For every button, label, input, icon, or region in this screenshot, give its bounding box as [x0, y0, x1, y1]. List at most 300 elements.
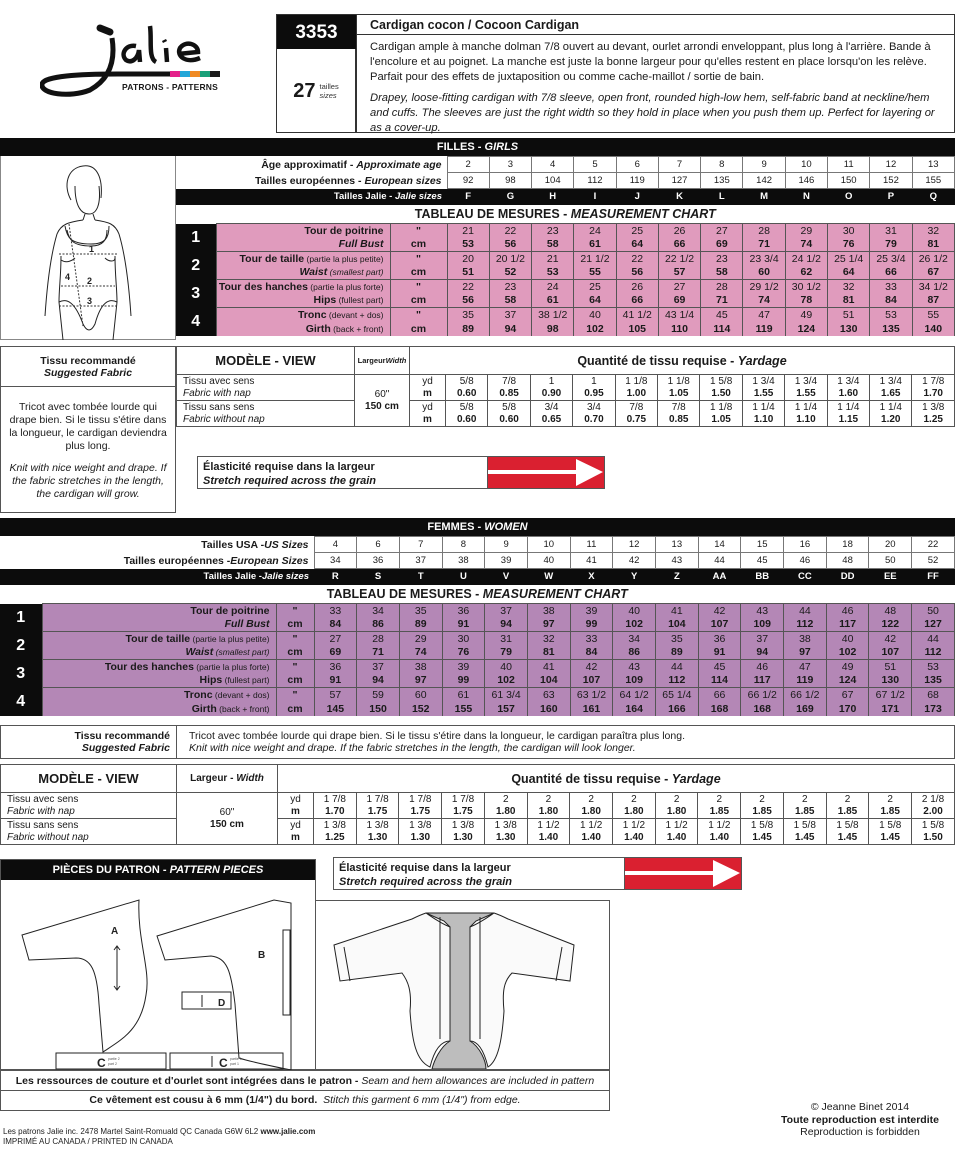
girls-fabric-row-yd: [177, 375, 955, 388]
body-measurement-figure: [0, 156, 176, 340]
women-fabric-type-fr: Tissu avec sens: [1, 793, 177, 806]
women-cm-cell: 107: [570, 674, 613, 688]
girls-fabric-type-fr: Tissu avec sens: [177, 375, 355, 388]
girls-measurement-label-fr: [216, 308, 390, 322]
girls-ages-cell: 6: [616, 157, 658, 173]
women-yardage-table: [0, 764, 955, 845]
pattern-description: [356, 35, 954, 132]
girls-eu_sizes-cell: 119: [616, 173, 658, 189]
girls-yd-cell: 1: [573, 375, 615, 388]
women-jalie-sizes-row: [0, 569, 955, 585]
women-m-cell: 1.75: [399, 806, 442, 819]
women-cm-cell: 97: [527, 618, 570, 632]
girls-eu_sizes-cell: 152: [870, 173, 912, 189]
women-cm-cell: 150: [357, 702, 400, 716]
label-note: (devant + dos): [326, 309, 384, 320]
stretch-arrow-icon: [487, 457, 604, 488]
width-inches: 60": [219, 806, 235, 818]
women-m-cell: 1.80: [484, 806, 527, 819]
girls-cm-cell: 61: [532, 294, 574, 308]
girls-unit-inch: ": [390, 252, 447, 266]
girls-ages-cell: 3: [489, 157, 531, 173]
women-m-cell: 1.30: [399, 832, 442, 845]
girls-cm-cell: 130: [828, 322, 870, 336]
girls-ages-label: [176, 157, 447, 173]
women-view-label: MODÈLE - VIEW: [1, 765, 177, 793]
girls-measurement-row-cm: [176, 294, 955, 308]
girls-inch-cell: 23 3/4: [743, 252, 785, 266]
girls-ages-cell: 12: [870, 157, 912, 173]
girls-inch-cell: 24: [574, 224, 616, 238]
women-yd-cell: 2: [869, 793, 912, 806]
women-cm-cell: 94: [741, 646, 784, 660]
women-yd-cell: 1 7/8: [442, 793, 485, 806]
women-unit-m: m: [278, 806, 314, 819]
women-inch-cell: 38: [399, 660, 442, 674]
women-yardage-header: [1, 765, 955, 793]
women-inch-cell: 44: [656, 660, 699, 674]
girls-measurement-label-fr: [216, 252, 390, 266]
girls-fabric-type-en: Fabric with nap: [177, 388, 355, 401]
women-inch-cell: 45: [698, 660, 741, 674]
women-cm-cell: 161: [570, 702, 613, 716]
girls-m-cell: 1.15: [827, 414, 869, 427]
girls-m-cell: 1.60: [827, 388, 869, 401]
girls-m-cell: 1.10: [742, 414, 784, 427]
women-m-cell: 1.75: [442, 806, 485, 819]
girls-m-cell: 0.70: [573, 414, 615, 427]
girls-yd-cell: 1 3/8: [912, 401, 955, 414]
women-measurement-label-en: [42, 702, 276, 716]
description-fr: Cardigan ample à manche dolman 7/8 ouvert au devant, ourlet arrondi enveloppant, plus long à l'arrière. Bande à l'encolure et au poignet. La manche est juste la bonne largeur pour qu'elles restent en place lorsqu'on les relève. Parfait pour des effets de juxtaposition ou comme cache-maillot / sortie de bain.: [370, 41, 931, 83]
women-measurement-label-en: [42, 646, 276, 660]
rights-en: Reproduction is forbidden: [800, 1126, 920, 1138]
c-part1-en: part 1: [230, 1062, 239, 1066]
women-yd-cell: 2: [783, 793, 826, 806]
girls-cm-cell: 94: [489, 322, 531, 336]
girls-yd-cell: 1 1/8: [615, 375, 657, 388]
label-note: (smallest part): [327, 267, 384, 278]
women-inch-cell: 37: [741, 632, 784, 646]
women-m-cell: 1.40: [570, 832, 613, 845]
women-jalie-size-cell: V: [485, 569, 528, 585]
girls-m-cell: 1.25: [912, 414, 955, 427]
girls-inch-cell: 22: [616, 252, 658, 266]
girls-yd-cell: 3/4: [530, 401, 572, 414]
women-cm-cell: 160: [527, 702, 570, 716]
women-cm-cell: 94: [357, 674, 400, 688]
women-m-cell: 1.45: [783, 832, 826, 845]
girls-cm-cell: 69: [658, 294, 700, 308]
girls-inch-cell: 22: [447, 280, 489, 294]
girls-m-cell: 1.70: [912, 388, 955, 401]
women-m-cell: 1.80: [613, 806, 656, 819]
girls-inch-cell: 32: [828, 280, 870, 294]
women-chart-title-row: [0, 585, 955, 604]
women-yd-cell: 1 5/8: [869, 819, 912, 832]
girls-cm-cell: 114: [701, 322, 743, 336]
girls-m-cell: 0.75: [615, 414, 657, 427]
women-m-cell: 1.85: [826, 806, 869, 819]
girls-jalie-size-cell: H: [532, 189, 574, 205]
c-part2-en: part 2: [108, 1062, 117, 1066]
women-m-cell: 1.45: [826, 832, 869, 845]
women-cm-cell: 104: [527, 674, 570, 688]
women-m-cell: 1.25: [314, 832, 357, 845]
girls-yd-cell: 1 3/4: [742, 375, 784, 388]
label-main: Full Bust: [224, 618, 270, 631]
girls-ages-cell: 11: [828, 157, 870, 173]
women-inch-cell: 61: [442, 688, 485, 702]
girls-inch-cell: 21: [532, 252, 574, 266]
sewing-notes: [0, 1070, 610, 1111]
girls-yd-cell: 1 3/4: [785, 375, 827, 388]
women-yd-cell: 1 1/2: [613, 819, 656, 832]
women-yd-cell: 1 3/8: [442, 819, 485, 832]
size-count: [277, 49, 356, 133]
label-main: Tour de poitrine: [304, 224, 384, 237]
women-cm-cell: 168: [698, 702, 741, 716]
girls-band-fr: FILLES -: [436, 141, 485, 153]
body-marker-1: 1: [89, 244, 95, 254]
girls-inch-cell: 26: [658, 224, 700, 238]
women-band-en: WOMEN: [484, 521, 528, 533]
women-cm-cell: 117: [741, 674, 784, 688]
stitch-note-en: Stitch this garment 6 mm (1/4") from edge.: [323, 1094, 521, 1106]
pattern-number: 3353: [277, 15, 356, 49]
pattern-pieces-title-en: PATTERN PIECES: [169, 864, 264, 876]
women-cm-cell: 89: [656, 646, 699, 660]
girls-cm-cell: 79: [870, 238, 912, 252]
women-measurement-row-inch: [0, 660, 955, 674]
women-us_sizes-cell: 16: [784, 537, 827, 553]
women-eu_sizes-cell: 50: [869, 553, 912, 569]
women-eu_sizes-cell: 42: [613, 553, 656, 569]
girls-inch-cell: 45: [701, 308, 743, 322]
label-main: Tour des hanches: [218, 280, 308, 293]
piece-c-part2-outline: [56, 1053, 166, 1069]
girls-cm-cell: 102: [574, 322, 616, 336]
girls-cm-cell: 140: [912, 322, 954, 336]
women-us_sizes-cell: 12: [613, 537, 656, 553]
women-cm-cell: 107: [698, 618, 741, 632]
women-inch-cell: 66 1/2: [784, 688, 827, 702]
women-cm-cell: 112: [784, 618, 827, 632]
women-m-cell: 1.45: [869, 832, 912, 845]
girls-cm-cell: 56: [616, 266, 658, 280]
women-cm-cell: 69: [314, 646, 357, 660]
girls-eu_sizes-cell: 92: [447, 173, 489, 189]
women-m-cell: 1.85: [869, 806, 912, 819]
label-main: Waist: [299, 266, 328, 279]
cocoon-cardigan-drawing: [316, 901, 608, 1069]
women-inch-cell: 64 1/2: [613, 688, 656, 702]
label-note: (partie la plus petite): [190, 633, 270, 644]
girls-measurement-number: 3: [176, 280, 216, 308]
women-us_sizes-cell: 13: [656, 537, 699, 553]
women-cm-cell: 91: [698, 646, 741, 660]
women-inch-cell: 46: [741, 660, 784, 674]
women-inch-cell: 41: [527, 660, 570, 674]
women-m-cell: 1.40: [698, 832, 741, 845]
women-inch-cell: 59: [357, 688, 400, 702]
women-jalie-size-cell: DD: [826, 569, 869, 585]
girls-inch-cell: 55: [912, 308, 954, 322]
women-inch-cell: 42: [698, 604, 741, 618]
women-inch-cell: 38: [527, 604, 570, 618]
stretch-text: [334, 858, 624, 889]
girls-cm-cell: 78: [785, 294, 827, 308]
women-unit-cm: cm: [276, 702, 314, 716]
publisher-website-link[interactable]: www.jalie.com: [260, 1127, 316, 1136]
women-eu_sizes-cell: 41: [570, 553, 613, 569]
chart-title-fr: TABLEAU DE MESURES -: [414, 206, 571, 221]
girls-yd-cell: 1 3/4: [870, 375, 912, 388]
women-width-label: [177, 765, 278, 793]
girls-measurement-row-inch: [176, 308, 955, 322]
women-jalie-size-cell: R: [314, 569, 357, 585]
women-cm-cell: 145: [314, 702, 357, 716]
girls-m-cell: 1.00: [615, 388, 657, 401]
girls-measurement-label-fr: [216, 280, 390, 294]
women-us_sizes-cell: 11: [570, 537, 613, 553]
women-eu_sizes-cell: 34: [314, 553, 357, 569]
label-en: US Sizes: [264, 538, 309, 551]
women-cm-cell: 97: [784, 646, 827, 660]
girls-yd-cell: 1 1/4: [742, 401, 784, 414]
width-label-en: Width: [385, 356, 407, 365]
girls-cm-cell: 53: [532, 266, 574, 280]
girls-inch-cell: 21: [447, 224, 489, 238]
women-yd-cell: 1 7/8: [356, 793, 399, 806]
girls-cm-cell: 64: [574, 294, 616, 308]
women-fabric-label-fr: Tissu recommandé: [74, 730, 170, 742]
girls-yd-cell: 5/8: [446, 401, 488, 414]
women-fabric-text-en: Knit with nice weight and drape. If the fabric stretches in the length, the cardigan will look longer.: [189, 742, 636, 754]
women-us_sizes-cell: 7: [399, 537, 442, 553]
width-label-en: Width: [236, 773, 264, 784]
women-inch-cell: 63: [527, 688, 570, 702]
women-cm-cell: 170: [826, 702, 869, 716]
label-note: (fullest part): [222, 675, 270, 686]
women-inch-cell: 42: [570, 660, 613, 674]
women-inch-cell: 28: [357, 632, 400, 646]
girls-inch-cell: 25: [574, 280, 616, 294]
women-cm-cell: 86: [357, 618, 400, 632]
girls-jalie-size-cell: M: [743, 189, 785, 205]
girls-cm-cell: 98: [532, 322, 574, 336]
women-cm-cell: 86: [613, 646, 656, 660]
women-fabric-text: [177, 726, 697, 758]
stretch-text-en: Stretch required across the grain: [339, 876, 512, 888]
yardage-label-en: Yardage: [737, 353, 787, 368]
women-cm-cell: 169: [784, 702, 827, 716]
girls-inch-cell: 37: [489, 308, 531, 322]
label-main: Waist: [185, 646, 214, 659]
girls-cm-cell: 56: [447, 294, 489, 308]
women-jalie-size-cell: T: [399, 569, 442, 585]
girls-fabric-text-en: Knit with nice weight and drape. If the fabric stretches in the length, the cardigan will grow.: [9, 462, 167, 500]
women-cm-cell: 166: [656, 702, 699, 716]
women-measurement-row-cm: [0, 674, 955, 688]
women-jalie-size-cell: U: [442, 569, 485, 585]
rights-fr: Toute reproduction est interdite: [781, 1113, 939, 1126]
girls-inch-cell: 25 1/4: [828, 252, 870, 266]
girls-cm-cell: 55: [574, 266, 616, 280]
girls-measurement-number: 4: [176, 308, 216, 336]
women-yd-cell: 1 5/8: [826, 819, 869, 832]
girls-yd-cell: 7/8: [488, 375, 530, 388]
women-fabric-width: [177, 793, 278, 845]
women-inch-cell: 44: [912, 632, 955, 646]
publisher-info: [3, 1127, 315, 1147]
women-measurement-number: 4: [0, 688, 42, 716]
girls-jalie-sizes-row: [176, 189, 955, 205]
women-us_sizes-cell: 22: [912, 537, 955, 553]
girls-inch-cell: 30 1/2: [785, 280, 827, 294]
women-yd-cell: 2: [826, 793, 869, 806]
women-fabric-type-en: Fabric without nap: [1, 832, 177, 845]
girls-unit-m: m: [410, 414, 446, 427]
girls-jalie-size-cell: J: [616, 189, 658, 205]
women-inch-cell: 34: [613, 632, 656, 646]
girls-measurement-label-en: [216, 238, 390, 252]
girls-unit-inch: ": [390, 224, 447, 238]
women-m-cell: 1.40: [613, 832, 656, 845]
body-marker-2: 2: [87, 276, 93, 286]
women-fabric-type-fr: Tissu sans sens: [1, 819, 177, 832]
women-cm-cell: 109: [741, 618, 784, 632]
girls-cm-cell: 74: [743, 294, 785, 308]
women-jalie-size-cell: BB: [741, 569, 784, 585]
garment-illustration: [316, 900, 610, 1070]
girls-chart-title-row: [176, 205, 955, 224]
women-us_sizes-cell: 14: [698, 537, 741, 553]
women-inch-cell: 42: [869, 632, 912, 646]
label-note: (partie la plus petite): [304, 253, 384, 264]
women-stretch-notice: [333, 857, 742, 890]
women-inch-cell: 34: [357, 604, 400, 618]
printed-in-canada: IMPRIMÉ AU CANADA / PRINTED IN CANADA: [3, 1137, 173, 1146]
girls-fabric-type-fr: Tissu sans sens: [177, 401, 355, 414]
girls-unit-cm: cm: [390, 322, 447, 336]
women-yd-cell: 2 1/8: [912, 793, 955, 806]
girls-m-cell: 0.65: [530, 414, 572, 427]
women-cm-cell: 173: [912, 702, 955, 716]
women-yd-cell: 1 7/8: [314, 793, 357, 806]
women-m-cell: 1.80: [527, 806, 570, 819]
girls-yd-cell: 7/8: [615, 401, 657, 414]
girls-ages-cell: 8: [701, 157, 743, 173]
width-cm: 150 cm: [365, 400, 399, 412]
women-inch-cell: 67 1/2: [869, 688, 912, 702]
girls-jalie-sizes-label: [176, 189, 447, 205]
label-main: Tronc: [183, 688, 213, 701]
yardage-label-fr: Quantité de tissu requise -: [511, 771, 672, 786]
women-cm-cell: 114: [698, 674, 741, 688]
women-inch-cell: 39: [570, 604, 613, 618]
girls-inch-cell: 22: [489, 224, 531, 238]
label-en: Jalie sizes: [261, 571, 309, 582]
girls-eu_sizes-row: [176, 173, 955, 189]
stretch-text: [198, 457, 487, 488]
size-count-label-fr: tailles: [319, 82, 339, 91]
women-cm-cell: 112: [656, 674, 699, 688]
women-eu_sizes-cell: 46: [784, 553, 827, 569]
girls-cm-cell: 110: [658, 322, 700, 336]
stretch-text-fr: Élasticité requise dans la largeur: [339, 862, 511, 874]
women-inch-cell: 36: [314, 660, 357, 674]
girls-cm-cell: 52: [489, 266, 531, 280]
women-cm-cell: 109: [613, 674, 656, 688]
girls-inch-cell: 47: [743, 308, 785, 322]
women-cm-cell: 119: [784, 674, 827, 688]
women-cm-cell: 97: [399, 674, 442, 688]
women-band-fr: FEMMES -: [427, 521, 485, 533]
women-us_sizes-cell: 10: [527, 537, 570, 553]
women-jalie-size-cell: S: [357, 569, 400, 585]
girls-inch-cell: 32: [912, 224, 954, 238]
girls-inch-cell: 31: [870, 224, 912, 238]
women-us_sizes-label: [0, 537, 314, 553]
girls-yardage-table: [176, 346, 955, 427]
girls-m-cell: 1.65: [870, 388, 912, 401]
women-inch-cell: 37: [357, 660, 400, 674]
women-m-cell: 1.80: [570, 806, 613, 819]
women-jalie-size-cell: W: [527, 569, 570, 585]
girls-measurement-number: 2: [176, 252, 216, 280]
women-measurement-table: [0, 536, 955, 716]
women-inch-cell: 31: [485, 632, 528, 646]
women-m-cell: 1.30: [484, 832, 527, 845]
women-inch-cell: 29: [399, 632, 442, 646]
girls-band: [0, 138, 955, 156]
girls-ages-cell: 5: [574, 157, 616, 173]
girls-m-cell: 1.20: [870, 414, 912, 427]
girls-view-label: MODÈLE - VIEW: [177, 347, 355, 375]
women-yd-cell: 1 5/8: [741, 819, 784, 832]
girls-cm-cell: 69: [701, 238, 743, 252]
women-jalie-size-cell: CC: [784, 569, 827, 585]
women-measurement-number: 1: [0, 604, 42, 632]
women-eu_sizes-cell: 40: [527, 553, 570, 569]
women-cm-cell: 157: [485, 702, 528, 716]
girls-fabric-type-en: Fabric without nap: [177, 414, 355, 427]
girls-inch-cell: 30: [828, 224, 870, 238]
girls-yd-cell: 5/8: [488, 401, 530, 414]
women-cm-cell: 135: [912, 674, 955, 688]
piece-label-a: A: [111, 926, 119, 937]
girls-inch-cell: 29 1/2: [743, 280, 785, 294]
women-cm-cell: 84: [570, 646, 613, 660]
women-eu_sizes-cell: 48: [826, 553, 869, 569]
girls-inch-cell: 27: [658, 280, 700, 294]
women-inch-cell: 41: [656, 604, 699, 618]
brand-color-swatch: [170, 71, 180, 77]
women-fabric-text-fr: Tricot avec tombée lourde qui drape bien. Si le tissu s'étire dans la longueur, le cardigan paraîtra plus long.: [189, 730, 685, 742]
girls-inch-cell: 41 1/2: [616, 308, 658, 322]
girls-jalie-size-cell: K: [658, 189, 700, 205]
women-cm-cell: 94: [485, 618, 528, 632]
girls-unit-cm: cm: [390, 266, 447, 280]
women-inch-cell: 27: [314, 632, 357, 646]
girls-cm-cell: 89: [447, 322, 489, 336]
girls-inch-cell: 51: [828, 308, 870, 322]
women-cm-cell: 91: [314, 674, 357, 688]
women-eu_sizes-cell: 44: [698, 553, 741, 569]
label-main: Tronc: [297, 308, 327, 321]
girls-ages-cell: 2: [447, 157, 489, 173]
